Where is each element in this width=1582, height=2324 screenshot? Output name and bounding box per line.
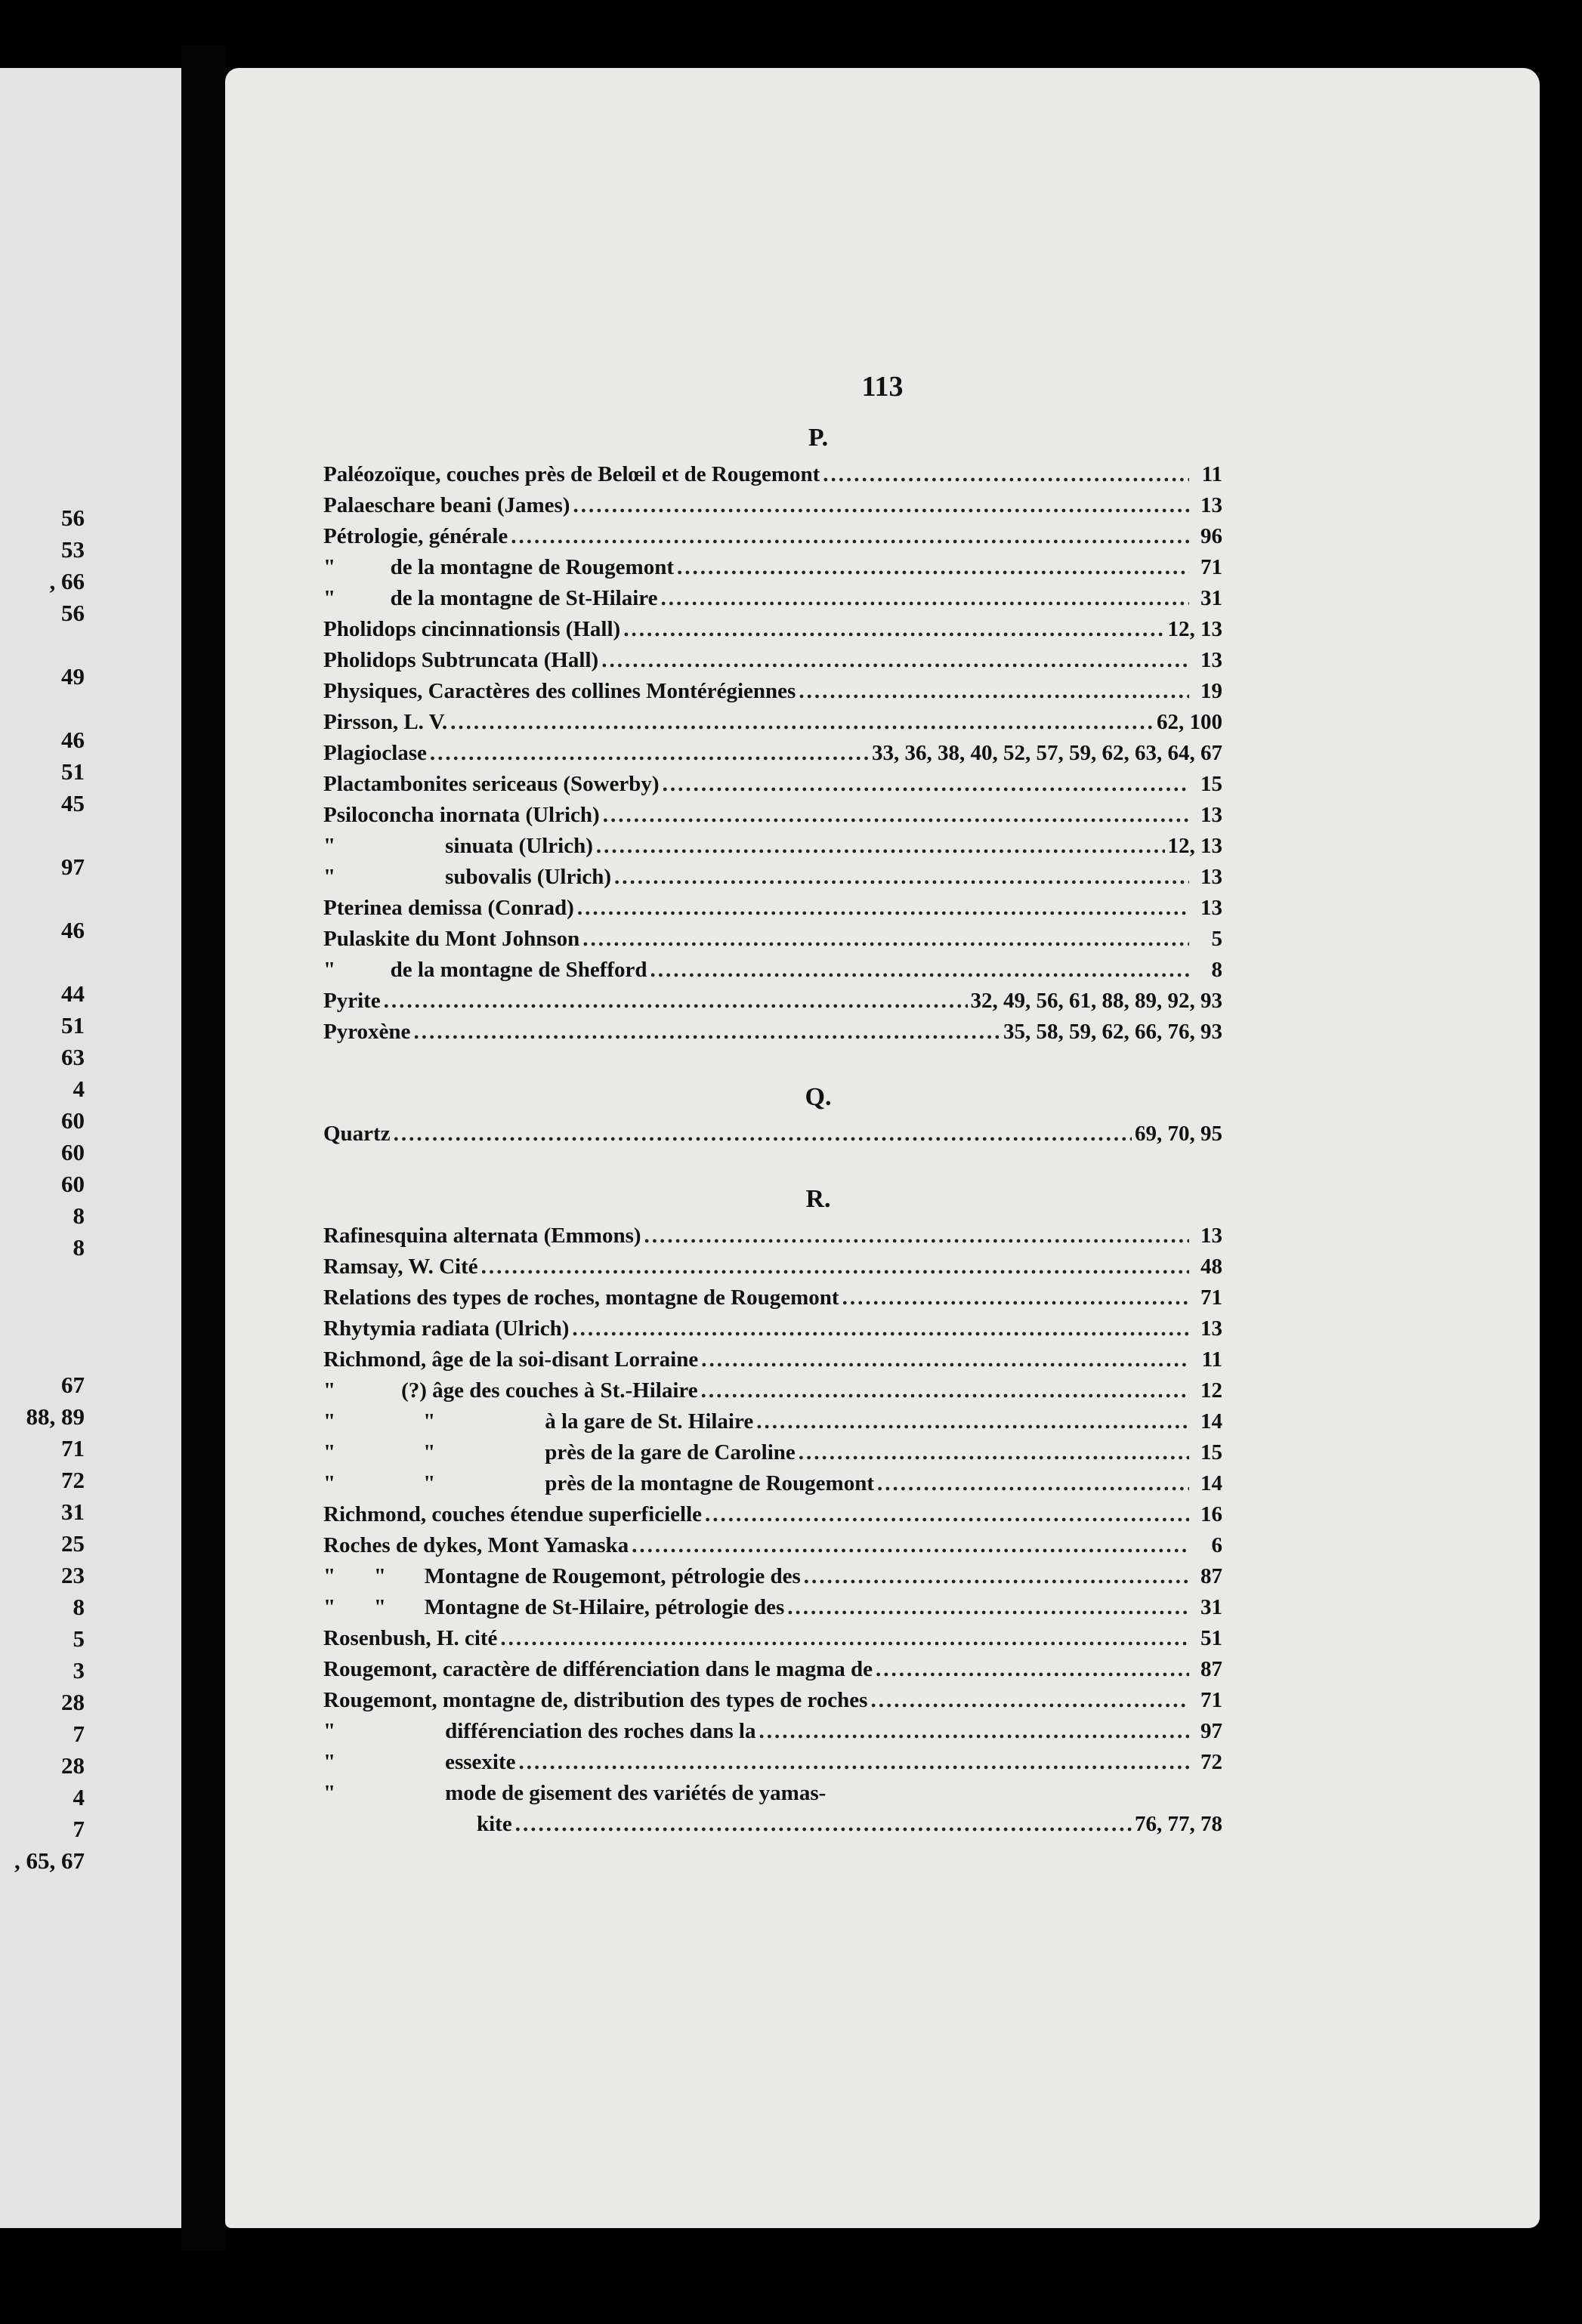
- dot-leader: [877, 1468, 1189, 1499]
- dot-leader: [663, 769, 1189, 800]
- previous-page-number: 7: [73, 1721, 85, 1747]
- index-entry: [323, 1282, 1222, 1313]
- entry-label: Rhytymia radiata (Ulrich): [323, 1316, 570, 1341]
- previous-page-number: , 65, 67: [14, 1847, 85, 1874]
- previous-page-number: 45: [61, 790, 85, 816]
- previous-page-number: 3: [73, 1657, 85, 1684]
- previous-page-number: 53: [61, 536, 85, 563]
- entry-label: " de la montagne de Rougemont: [323, 555, 674, 579]
- dot-leader: [614, 862, 1189, 893]
- entry-pages: 13: [1200, 1224, 1222, 1248]
- previous-page-number: 60: [61, 1139, 85, 1165]
- index-entry: [323, 1592, 1222, 1623]
- dot-leader: [823, 459, 1189, 490]
- index-entry: [323, 831, 1222, 862]
- entry-pages: 13: [1200, 648, 1222, 672]
- dot-leader: [394, 1119, 1132, 1150]
- previous-page-number: , 66: [49, 568, 85, 594]
- dot-leader: [511, 521, 1189, 552]
- dot-leader: [644, 1221, 1189, 1252]
- previous-page-number: 8: [73, 1202, 85, 1229]
- previous-page-number: 31: [61, 1498, 85, 1525]
- entry-label: Richmond, couches étendue superficielle: [323, 1502, 703, 1526]
- entry-pages: 5: [1211, 927, 1222, 951]
- index-entry: [323, 1017, 1222, 1048]
- index-entry: [323, 521, 1222, 552]
- index-entry: [323, 1654, 1222, 1685]
- index-entry: [323, 1437, 1222, 1468]
- index-entry: [323, 676, 1222, 707]
- entry-pages: 97: [1200, 1719, 1222, 1743]
- entry-pages: 12: [1200, 1378, 1222, 1403]
- entry-pages: 35, 58, 59, 62, 66, 76, 93: [1003, 1020, 1222, 1044]
- previous-page: [0, 68, 181, 2228]
- entry-label: Pulaskite du Mont Johnson: [323, 927, 580, 951]
- entry-label: Pholidops Subtruncata (Hall): [323, 648, 599, 672]
- index-entry: [323, 800, 1222, 831]
- index-entry: [323, 490, 1222, 521]
- dot-leader: [519, 1747, 1189, 1778]
- entry-label: Ramsay, W. Cité: [323, 1255, 478, 1279]
- index-entry: [323, 986, 1222, 1017]
- dot-leader: [384, 986, 968, 1017]
- entry-label: " " près de la gare de Caroline: [323, 1440, 796, 1464]
- index-entry: [323, 769, 1222, 800]
- entry-pages: 13: [1200, 865, 1222, 889]
- entry-label: Rougemont, montagne de, distribution des types de roches: [323, 1688, 868, 1712]
- entry-pages: 71: [1200, 1285, 1222, 1310]
- entry-label: " " près de la montagne de Rougemont: [323, 1471, 874, 1495]
- index-entry: [323, 1221, 1222, 1252]
- previous-page-number: 7: [73, 1816, 85, 1842]
- entry-pages: 62, 100: [1157, 710, 1222, 734]
- index-entry: [323, 1623, 1222, 1654]
- entry-label: Palaeschare beani (James): [323, 493, 570, 517]
- index-entry: [323, 893, 1222, 924]
- entry-pages: 16: [1200, 1502, 1222, 1526]
- index-entry: [323, 614, 1222, 645]
- entry-pages: 14: [1200, 1409, 1222, 1434]
- index-content: [323, 417, 1222, 1840]
- previous-page-number: 60: [61, 1107, 85, 1134]
- previous-page-number: 4: [73, 1076, 85, 1102]
- previous-page-number: 71: [61, 1435, 85, 1461]
- dot-leader: [842, 1282, 1189, 1313]
- dot-leader: [500, 1623, 1189, 1654]
- entry-pages: 14: [1200, 1471, 1222, 1495]
- entry-pages: 51: [1200, 1626, 1222, 1650]
- previous-page-number: 97: [61, 853, 85, 880]
- index-entry: [323, 1809, 1222, 1840]
- dot-leader: [759, 1716, 1189, 1747]
- index-entry: [323, 707, 1222, 738]
- previous-page-number: 46: [61, 917, 85, 943]
- entry-pages: 11: [1201, 1347, 1222, 1372]
- previous-page-number: 51: [61, 758, 85, 785]
- index-entry: [323, 862, 1222, 893]
- entry-label: Physiques, Caractères des collines Montérégiennes: [323, 679, 796, 703]
- entry-pages: 31: [1200, 586, 1222, 610]
- entry-pages: 12, 13: [1167, 617, 1222, 641]
- entry-pages: 13: [1200, 1316, 1222, 1341]
- entry-label: Pterinea demissa (Conrad): [323, 896, 574, 920]
- index-entry: [323, 1375, 1222, 1406]
- entry-label: " mode de gisement des variétés de yamas-: [323, 1781, 827, 1805]
- previous-page-number: 25: [61, 1530, 85, 1557]
- entry-pages: 15: [1200, 772, 1222, 796]
- entry-pages: 48: [1200, 1255, 1222, 1279]
- entry-label: Pyrite: [323, 989, 381, 1013]
- dot-leader: [677, 552, 1189, 583]
- index-entry: [323, 552, 1222, 583]
- previous-page-number: 49: [61, 663, 85, 690]
- index-entry: [323, 459, 1222, 490]
- dot-leader: [596, 831, 1165, 862]
- dot-leader: [623, 614, 1164, 645]
- entry-label: " " Montagne de Rougemont, pétrologie des: [323, 1564, 801, 1588]
- index-entry: [323, 1561, 1222, 1592]
- previous-page-number: 56: [61, 505, 85, 531]
- previous-page-number: 8: [73, 1594, 85, 1620]
- entry-label: Rougemont, caractère de différenciation dans le magma de: [323, 1657, 873, 1681]
- index-entry: [323, 1778, 1222, 1809]
- dot-leader: [701, 1344, 1189, 1375]
- entry-label: " de la montagne de St-Hilaire: [323, 586, 658, 610]
- index-entry: [323, 645, 1222, 676]
- dot-leader: [650, 955, 1189, 986]
- entry-pages: 31: [1200, 1595, 1222, 1619]
- previous-page-number: 28: [61, 1689, 85, 1715]
- entry-label: Pétrologie, générale: [323, 524, 508, 548]
- entry-pages: 76, 77, 78: [1135, 1812, 1222, 1836]
- entry-label: " subovalis (Ulrich): [323, 865, 612, 889]
- entry-label: " (?) âge des couches à St.-Hilaire: [323, 1378, 698, 1403]
- dot-leader: [804, 1561, 1189, 1592]
- previous-page-number: 88, 89: [26, 1403, 85, 1430]
- previous-page-number: 23: [61, 1562, 85, 1588]
- dot-leader: [701, 1375, 1189, 1406]
- entry-label: " différenciation des roches dans la: [323, 1719, 756, 1743]
- section-letter: Q.: [805, 1083, 832, 1111]
- index-entry: [323, 1252, 1222, 1282]
- entry-pages: 6: [1211, 1533, 1222, 1557]
- entry-label: " de la montagne de Shefford: [323, 958, 647, 982]
- index-entry: [323, 1344, 1222, 1375]
- previous-page-number: 44: [61, 980, 85, 1007]
- section-letter: P.: [808, 424, 829, 452]
- dot-leader: [601, 645, 1189, 676]
- section-letter: R.: [805, 1185, 831, 1213]
- entry-label: Relations des types de roches, montagne de Rougemont: [323, 1285, 839, 1310]
- entry-pages: 71: [1200, 1688, 1222, 1712]
- dot-leader: [870, 1685, 1189, 1716]
- index-entry: [323, 1406, 1222, 1437]
- entry-pages: 13: [1200, 803, 1222, 827]
- dot-leader: [661, 583, 1190, 614]
- dot-leader: [632, 1530, 1189, 1561]
- previous-page-number: 67: [61, 1372, 85, 1398]
- dot-leader: [572, 1313, 1189, 1344]
- previous-page-number: 63: [61, 1044, 85, 1070]
- entry-label: Pholidops cincinnationsis (Hall): [323, 617, 621, 641]
- entry-pages: 96: [1200, 524, 1222, 548]
- entry-pages: 87: [1200, 1657, 1222, 1681]
- dot-leader: [756, 1406, 1189, 1437]
- page-number: 113: [861, 371, 904, 403]
- dot-leader: [577, 893, 1189, 924]
- index-entry: [323, 1313, 1222, 1344]
- entry-label: " " Montagne de St-Hilaire, pétrologie des: [323, 1595, 785, 1619]
- previous-page-number: 72: [61, 1467, 85, 1493]
- index-entry: [323, 1530, 1222, 1561]
- entry-label: Plagioclase: [323, 741, 427, 765]
- entry-pages: 33, 36, 38, 40, 52, 57, 59, 62, 63, 64, 67: [872, 741, 1222, 765]
- entry-label: Richmond, âge de la soi-disant Lorraine: [323, 1347, 699, 1372]
- dot-leader: [413, 1017, 1000, 1048]
- index-entry: [323, 1119, 1222, 1150]
- entry-pages: 13: [1200, 896, 1222, 920]
- previous-page-number: 8: [73, 1234, 85, 1261]
- entry-label: Rosenbush, H. cité: [323, 1626, 498, 1650]
- dot-leader: [573, 490, 1189, 521]
- index-entry: [323, 924, 1222, 955]
- previous-page-number: 51: [61, 1012, 85, 1039]
- previous-page-number: 60: [61, 1171, 85, 1197]
- dot-leader: [430, 738, 869, 769]
- entry-pages: 71: [1200, 555, 1222, 579]
- entry-label: " sinuata (Ulrich): [323, 834, 593, 858]
- entry-pages: 13: [1200, 493, 1222, 517]
- previous-page-number: 56: [61, 600, 85, 626]
- index-entry: [323, 583, 1222, 614]
- entry-label: " " à la gare de St. Hilaire: [323, 1409, 754, 1434]
- entry-pages: 69, 70, 95: [1135, 1122, 1222, 1146]
- previous-page-number: 28: [61, 1752, 85, 1779]
- dot-leader: [876, 1654, 1189, 1685]
- entry-label: Roches de dykes, Mont Yamaska: [323, 1533, 629, 1557]
- index-entry: [323, 1747, 1222, 1778]
- entry-label: Psiloconcha inornata (Ulrich): [323, 803, 600, 827]
- entry-pages: 8: [1211, 958, 1222, 982]
- dot-leader: [705, 1499, 1189, 1530]
- index-entry: [323, 1685, 1222, 1716]
- entry-label: Rafinesquina alternata (Emmons): [323, 1224, 641, 1248]
- entry-label: Plactambonites sericeaus (Sowerby): [323, 772, 660, 796]
- previous-page-number: 46: [61, 727, 85, 753]
- previous-page-number: 5: [73, 1625, 85, 1652]
- previous-page-number: 4: [73, 1784, 85, 1810]
- index-entry: [323, 738, 1222, 769]
- dot-leader: [799, 676, 1189, 707]
- dot-leader: [787, 1592, 1189, 1623]
- dot-leader: [515, 1809, 1132, 1840]
- entry-label: " essexite: [323, 1750, 516, 1774]
- entry-label: Paléozoïque, couches près de Belœil et de Rougemont: [323, 462, 820, 486]
- dot-leader: [450, 707, 1154, 738]
- entry-pages: 19: [1200, 679, 1222, 703]
- entry-label: Quartz: [323, 1122, 391, 1146]
- entry-pages: 87: [1200, 1564, 1222, 1588]
- index-entry: [323, 1716, 1222, 1747]
- entry-pages: 12, 13: [1167, 834, 1222, 858]
- entry-label: Pyroxène: [323, 1020, 411, 1044]
- entry-pages: 32, 49, 56, 61, 88, 89, 92, 93: [970, 989, 1222, 1013]
- entry-label: kite: [323, 1812, 512, 1836]
- index-entry: [323, 955, 1222, 986]
- entry-pages: 11: [1201, 462, 1222, 486]
- dot-leader: [481, 1252, 1189, 1282]
- index-page: [225, 68, 1540, 2228]
- dot-leader: [582, 924, 1189, 955]
- entry-label: Pirsson, L. V.: [323, 710, 448, 734]
- index-entry: [323, 1468, 1222, 1499]
- entry-pages: 15: [1200, 1440, 1222, 1464]
- page-binding: [181, 45, 225, 2251]
- index-entry: [323, 1499, 1222, 1530]
- dot-leader: [799, 1437, 1189, 1468]
- entry-pages: 72: [1200, 1750, 1222, 1774]
- dot-leader: [603, 800, 1189, 831]
